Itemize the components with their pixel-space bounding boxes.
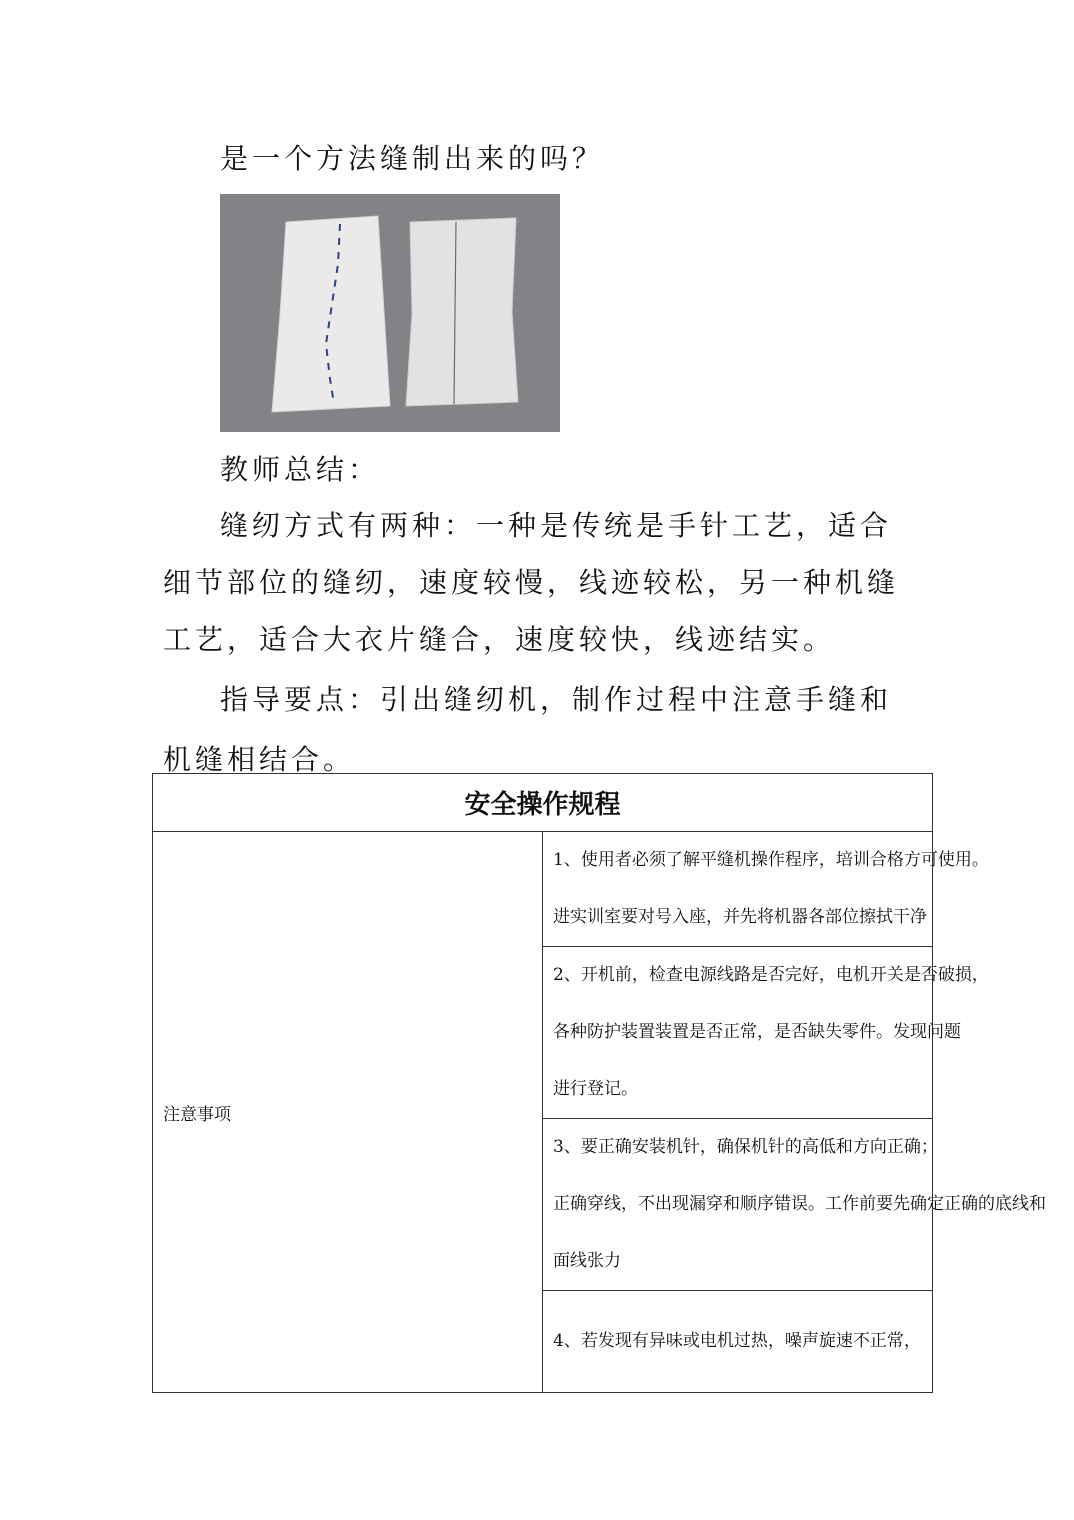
rule-item-2	[543, 947, 989, 1119]
guidance-text: 指导要点：引出缝纫机，制作过程中注意手缝和机缝相结合。	[163, 683, 893, 776]
rule-line: 进实训室要对号入座，并先将机器各部位擦拭干净	[553, 907, 927, 927]
row-label: 注意事项	[153, 832, 543, 1393]
rule-line: 各种防护装置装置是否正常，是否缺失零件。发现问题	[553, 1022, 961, 1042]
rule-item-3	[543, 1119, 1046, 1291]
rule-line: 正确穿线，不出现漏穿和顺序错误。工作前要先确定正确的底线和	[553, 1194, 1046, 1214]
rule-line: 4、若发现有异味或电机过热，噪声旋速不正常，	[553, 1331, 921, 1351]
summary-heading: 教师总结：	[220, 453, 381, 486]
rule-line: 面线张力	[553, 1251, 621, 1271]
fabric-samples-photo	[220, 194, 560, 432]
question-text: 是一个方法缝制出来的吗？	[220, 142, 605, 175]
summary-text: 缝纫方式有两种：一种是传统是手针工艺，适合细节部位的缝纫，速度较慢，线迹较松，另一种机缝工艺，适合大衣片缝合，速度较快，线迹结实。	[163, 509, 900, 656]
rule-line: 1、使用者必须了解平缝机操作程序，培训合格方可使用。	[553, 850, 989, 870]
table-title: 安全操作规程	[153, 774, 933, 832]
safety-rules-table	[152, 773, 1046, 1393]
rule-line: 2、开机前，检查电源线路是否完好，电机开关是否破损，	[553, 965, 989, 985]
rule-item-4	[543, 1291, 933, 1393]
rule-line: 3、要正确安装机针，确保机针的高低和方向正确；	[553, 1137, 938, 1157]
rule-line: 进行登记。	[553, 1079, 638, 1099]
rule-item-1	[543, 832, 989, 947]
